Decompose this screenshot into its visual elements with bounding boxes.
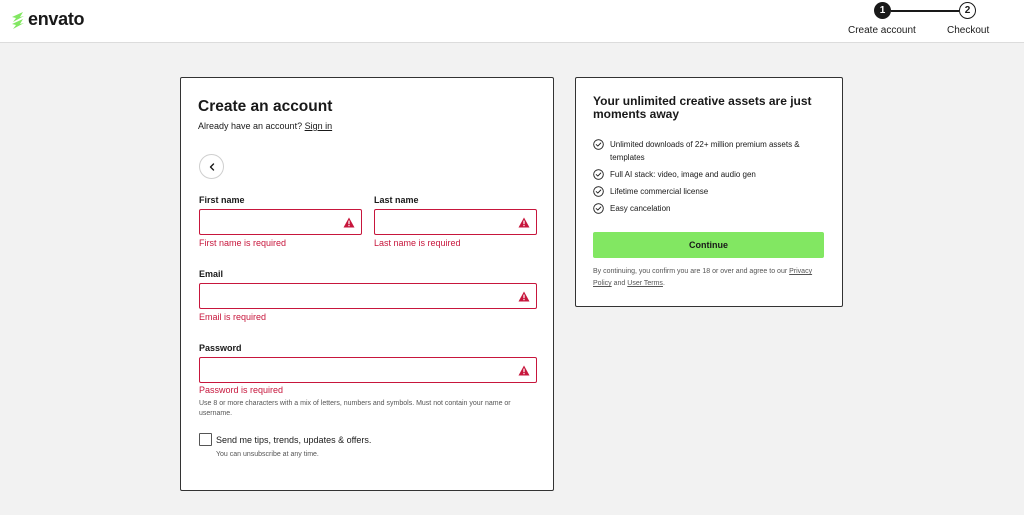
feature-item xyxy=(593,202,833,215)
warning-icon xyxy=(518,291,530,302)
legal-prefix: By continuing, you confirm you are 18 or over and agree to our xyxy=(593,268,788,275)
envato-logo[interactable] xyxy=(11,9,84,30)
step-2-label: Checkout xyxy=(947,25,990,36)
signin-prompt-text: Already have an account? xyxy=(198,121,303,131)
last-name-input[interactable] xyxy=(375,210,536,234)
last-name-label: Last name xyxy=(374,195,419,205)
first-name-label: First name xyxy=(199,195,245,205)
email-label: Email xyxy=(199,269,224,279)
check-circle-icon xyxy=(593,139,604,150)
first-name-field-wrapper xyxy=(199,209,362,235)
check-circle-icon xyxy=(593,186,604,197)
continue-button[interactable]: Continue xyxy=(593,232,824,258)
signin-prompt xyxy=(198,121,332,131)
logo-text: envato xyxy=(28,9,85,29)
user-terms-link[interactable]: User Terms xyxy=(627,280,663,287)
feature-item xyxy=(593,138,833,164)
warning-icon xyxy=(518,217,530,228)
last-name-error: Last name is required xyxy=(374,238,461,248)
plan-summary-card xyxy=(575,77,843,307)
password-input[interactable] xyxy=(200,358,536,382)
privacy-policy-link[interactable]: Privacy Policy xyxy=(593,268,813,287)
password-label: Password xyxy=(199,343,242,353)
step-connector xyxy=(891,10,959,12)
page-title: Create an account xyxy=(198,98,333,115)
first-name-error: First name is required xyxy=(199,238,287,248)
feature-text: Unlimited downloads of 22+ million premium assets & templates xyxy=(610,140,800,162)
legal-text xyxy=(593,266,828,290)
check-circle-icon xyxy=(593,169,604,180)
first-name-input[interactable] xyxy=(200,210,361,234)
password-error: Password is required xyxy=(199,385,284,395)
email-error: Email is required xyxy=(199,312,267,322)
signin-link[interactable]: Sign in xyxy=(304,121,333,131)
step-1-indicator: 1 xyxy=(874,2,891,19)
create-account-card xyxy=(180,77,554,491)
newsletter-sublabel: You can unsubscribe at any time. xyxy=(216,451,319,458)
newsletter-label: Send me tips, trends, updates & offers. xyxy=(216,435,372,445)
email-input[interactable] xyxy=(200,284,536,308)
step-1-label: Create account xyxy=(848,25,916,36)
last-name-field-wrapper xyxy=(374,209,537,235)
newsletter-checkbox[interactable] xyxy=(199,433,212,446)
envato-leaf-icon xyxy=(11,11,25,29)
legal-suffix: . xyxy=(662,280,665,287)
password-field-wrapper xyxy=(199,357,537,383)
top-header xyxy=(0,0,1024,43)
password-hint: Use 8 or more characters with a mix of letters, numbers and symbols. Must not contain your name or username. xyxy=(199,400,511,417)
chevron-left-icon xyxy=(208,163,216,171)
legal-and: and xyxy=(613,280,626,287)
feature-text: Lifetime commercial license xyxy=(610,187,709,196)
summary-title: Your unlimited creative assets are just moments away xyxy=(593,94,812,121)
warning-icon xyxy=(343,217,355,228)
step-2-indicator: 2 xyxy=(959,2,976,19)
feature-text: Full AI stack: video, image and audio gen xyxy=(610,170,756,179)
email-field-wrapper xyxy=(199,283,537,309)
feature-item xyxy=(593,185,833,198)
check-circle-icon xyxy=(593,203,604,214)
back-button[interactable] xyxy=(199,154,224,179)
warning-icon xyxy=(518,365,530,376)
feature-text: Easy cancelation xyxy=(610,204,671,213)
feature-item xyxy=(593,168,833,181)
